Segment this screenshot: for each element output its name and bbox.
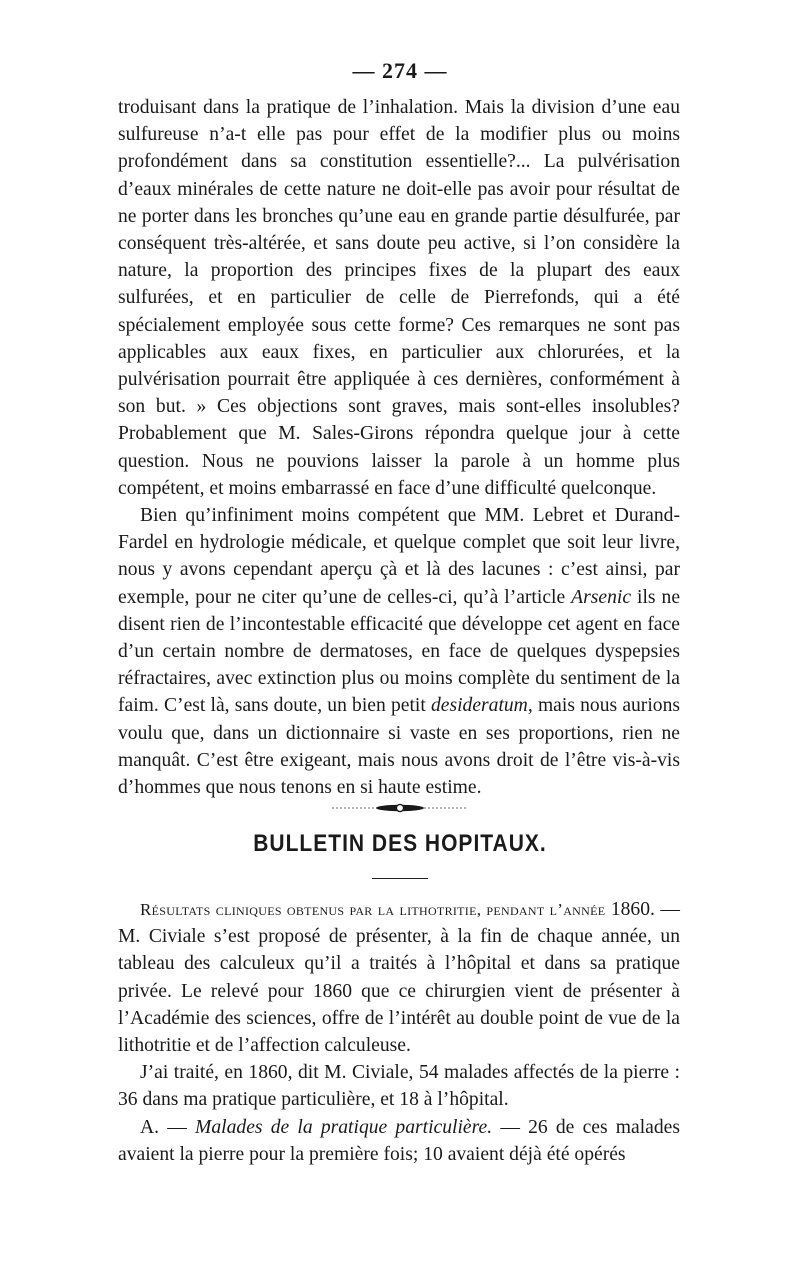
section-title: BULLETIN DES HOPITAUX.: [253, 830, 547, 857]
lower-text-block: [118, 896, 680, 1168]
paragraph-civiale-count: J’ai traité, en 1860, dit M. Civiale, 54 malades affectés de la pierre : 36 dans ma pratique particulière, et 18 à l’hôpital.: [118, 1062, 680, 1111]
results-heading: Résultats cliniques obtenus par la lithotritie, pendant l’année: [140, 900, 606, 919]
malades-italic: Malades de la pratique particulière.: [195, 1116, 493, 1138]
paragraph-lacunes-part-3: mais nous aurions voulu que, dans un dictionnaire si vaste en ses proportions, rien ne manquât. C’est être exigeant, mais nous avons droit de l’être vis-à-vis d’hommes que nous tenons en si haute estime.: [118, 695, 680, 799]
results-year: 1860.: [610, 899, 655, 920]
upper-text-block: [118, 94, 680, 801]
paragraph-malades: [118, 1114, 680, 1168]
results-body: — M. Civiale s’est proposé de présenter, à la fin de chaque année, un tableau des calculeux qu’il a traités à l’hôpital et dans sa pratique privée. Le relevé pour 1860 que ce chirurgien vient de présenter à l’Académie des sciences, offre de l’intérêt au double point de vue de la lithotritie et de l’affection calculeuse.: [118, 899, 680, 1057]
paragraph-results: [118, 896, 680, 1059]
title-rule: [372, 878, 428, 879]
arsenic-italic: Arsenic: [571, 586, 632, 608]
page-number: — 274 —: [352, 58, 448, 83]
paragraph-lacunes-part-2: ils ne disent rien de l’incontestable efficacité que développe cet agent en face d’un certain nombre de dermatoses, en face de quelques dyspepsies réfractaires, avec extinction plus ou moins complète du sentiment de la faim. C’est là, sans doute, un bien petit: [118, 586, 681, 717]
ornament-divider-icon: [330, 798, 470, 818]
malades-prefix: A. —: [140, 1116, 187, 1138]
paragraph-lacunes: [118, 502, 680, 801]
desideratum-italic: desideratum,: [430, 695, 533, 717]
malades-rest: — 26 de ces malades avaient la pierre pour la première fois; 10 avaient déjà été opérés: [118, 1116, 680, 1165]
paragraph-lacunes-part-1: Bien qu’infiniment moins compétent que MM. Lebret et Durand-Fardel en hydrologie médicale, et quelque complet que soit leur livre, nous y avons cependant aperçu çà et là des lacunes : c’est ainsi, par exemple, pour ne citer qu’une de celles-ci, qu’à l’article: [118, 505, 680, 608]
paragraph-inhalation: troduisant dans la pratique de l’inhalation. Mais la division d’une eau sulfureuse n’a-t elle pas pour effet de la modifier plus ou moins profondément dans sa constitution essentielle?... La pulvérisation d’eaux minérales de cette nature ne doit-elle pas avoir pour résultat de ne porter dans les bronches qu’une eau en grande partie désulfurée, par conséquent très-altérée, et sans doute peu active, si l’on considère la nature, la proportion des principes fixes de la plupart des eaux sulfurées, et en particulier de celle de Pierrefonds, qui a été spécialement employée sous cette forme? Ces remarques ne sont pas applicables aux eaux fixes, en particulier aux chlorurées, et la pulvérisation pourrait être appliquée à ces dernières, conformément à son but. » Ces objections sont graves, mais sont-elles insolubles? Probablement que M. Sales-Girons répondra quelque jour à cette question. Nous ne pouvions laisser la parole à un homme plus compétent, et moins embarrassé en face d’une difficulté quelconque.: [118, 97, 680, 499]
